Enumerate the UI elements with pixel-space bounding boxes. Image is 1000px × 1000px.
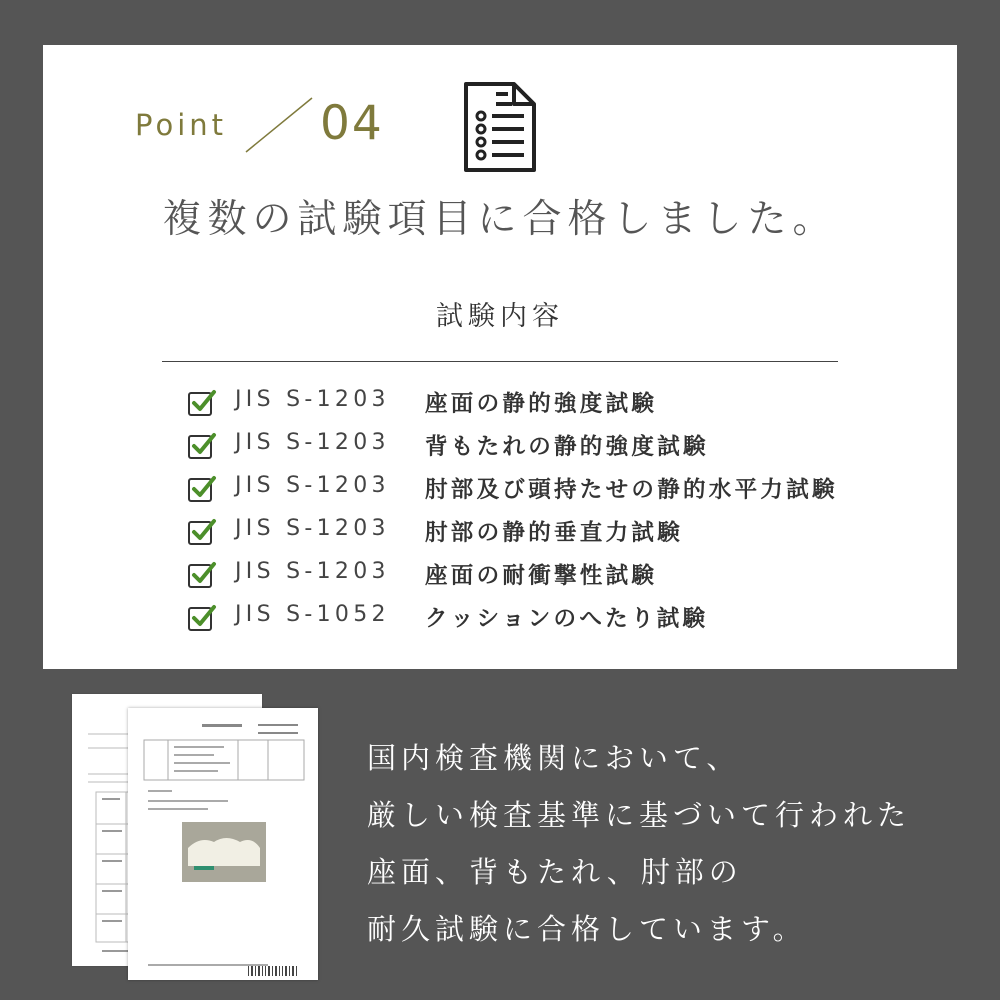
checkbox-checked-icon [187,517,217,547]
description-line: 国内検査機関において、 [367,741,741,775]
checkbox-checked-icon [187,603,217,633]
test-standard: JIS S-1203 [235,430,390,455]
test-name: クッションのへたり試験 [425,606,709,632]
checkbox-checked-icon [187,431,217,461]
point-number: 04 [320,96,384,151]
report-page-front [128,708,318,980]
checkbox-checked-icon [187,388,217,418]
test-name: 肘部及び頭持たせの静的水平力試験 [425,477,838,503]
checkbox-checked-icon [187,474,217,504]
test-name: 肘部の静的垂直力試験 [425,520,684,546]
description-line: 座面、背もたれ、肘部の [367,855,743,889]
point-label: Point [135,108,228,142]
point-slash-divider [244,96,314,154]
section-title: 試験内容 [436,301,564,332]
description [367,730,987,958]
document-list-icon [462,80,538,174]
description-line: 耐久試験に合格しています。 [367,912,807,946]
section-divider [162,361,838,362]
test-name: 座面の耐衝撃性試験 [425,563,658,589]
headline: 複数の試験項目に合格しました。 [162,197,838,242]
description-line: 厳しい検査基準に基づいて行われた [367,798,912,832]
test-standard: JIS S-1203 [235,387,390,412]
test-name: 背もたれの静的強度試験 [425,434,709,460]
test-report-documents [70,690,330,990]
test-name: 座面の静的強度試験 [425,391,658,417]
test-standard: JIS S-1052 [235,602,390,627]
checkbox-checked-icon [187,560,217,590]
test-standard: JIS S-1203 [235,516,390,541]
report-page-front-illustration [128,708,318,980]
test-standard: JIS S-1203 [235,473,390,498]
test-standard: JIS S-1203 [235,559,390,584]
